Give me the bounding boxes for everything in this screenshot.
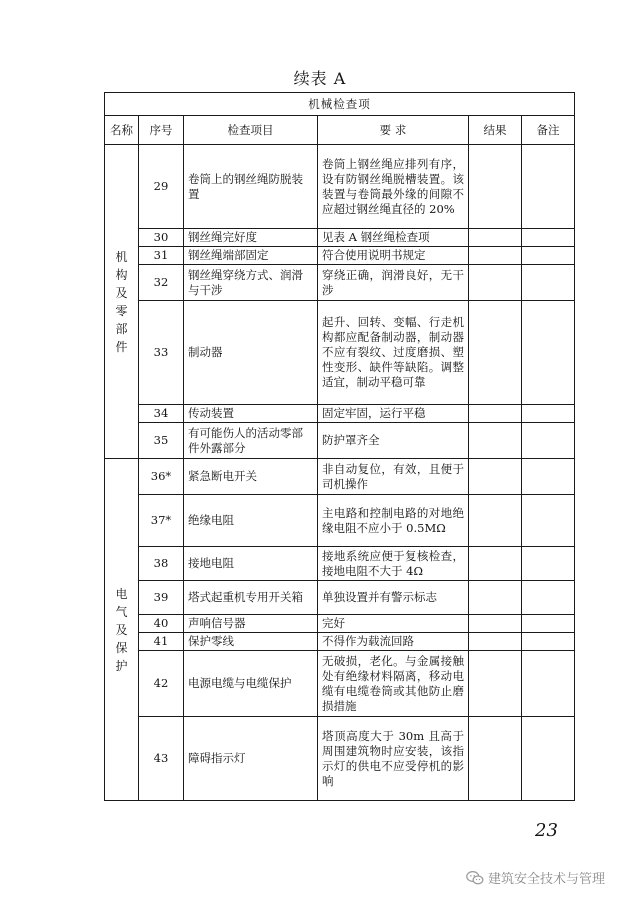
item-cell: 钢丝绳端部固定: [184, 247, 318, 265]
table-row: [105, 581, 575, 615]
requirement-cell: 接地系统应便于复核检查，接地电阻不大于 4Ω: [318, 547, 469, 581]
remark-cell[interactable]: [522, 581, 575, 615]
table-row: [105, 423, 575, 459]
inspection-table: [104, 92, 575, 801]
result-cell[interactable]: [469, 459, 522, 495]
watermark-text: 建筑安全技术与管理: [488, 872, 606, 887]
seq-cell: 41: [139, 633, 184, 651]
seq-cell: 40: [139, 615, 184, 633]
requirement-cell: 固定牢固，运行平稳: [318, 405, 469, 423]
col-header-result: 结果: [469, 116, 522, 145]
seq-cell: 34: [139, 405, 184, 423]
remark-cell[interactable]: [522, 495, 575, 547]
requirement-cell: 非自动复位，有效，且便于司机操作: [318, 459, 469, 495]
table-banner: 机械检查项: [105, 93, 575, 116]
result-cell[interactable]: [469, 405, 522, 423]
page-title: 续表 A: [293, 69, 347, 88]
remark-cell[interactable]: [522, 229, 575, 247]
table-row: [105, 145, 575, 229]
remark-cell[interactable]: [522, 459, 575, 495]
seq-cell: 43: [139, 717, 184, 801]
result-cell[interactable]: [469, 145, 522, 229]
table-row: [105, 547, 575, 581]
table-row: [105, 651, 575, 717]
item-cell: 有可能伤人的活动零部件外露部分: [184, 423, 318, 459]
result-cell[interactable]: [469, 247, 522, 265]
category-cell: [105, 459, 139, 801]
table-row: [105, 615, 575, 633]
result-cell[interactable]: [469, 581, 522, 615]
remark-cell[interactable]: [522, 547, 575, 581]
remark-cell[interactable]: [522, 717, 575, 801]
result-cell[interactable]: [469, 423, 522, 459]
seq-cell: 32: [139, 265, 184, 301]
item-cell: 钢丝绳完好度: [184, 229, 318, 247]
seq-cell: 36*: [139, 459, 184, 495]
requirement-cell: 起升、回转、变幅、行走机构都应配备制动器，制动器不应有裂纹、过度磨损、塑性变形、缺件等缺陷。调整适宜，制动平稳可靠: [318, 301, 469, 405]
seq-cell: 33: [139, 301, 184, 405]
requirement-cell: 不得作为载流回路: [318, 633, 469, 651]
remark-cell[interactable]: [522, 423, 575, 459]
col-header-requirement: 要 求: [318, 116, 469, 145]
category-cell: [105, 145, 139, 459]
table-row: [105, 229, 575, 247]
requirement-cell: 无破损，老化。与金属接触处有绝缘材料隔离，移动电缆有电缆卷筒或其他防止磨损措施: [318, 651, 469, 717]
result-cell[interactable]: [469, 301, 522, 405]
requirement-cell: 单独设置并有警示标志: [318, 581, 469, 615]
item-cell: 紧急断电开关: [184, 459, 318, 495]
category-name: 机构及零部件: [115, 249, 128, 354]
seq-cell: 29: [139, 145, 184, 229]
remark-cell[interactable]: [522, 633, 575, 651]
table-row: [105, 495, 575, 547]
result-cell[interactable]: [469, 265, 522, 301]
result-cell[interactable]: [469, 633, 522, 651]
seq-cell: 31: [139, 247, 184, 265]
seq-cell: 42: [139, 651, 184, 717]
item-cell: 声响信号器: [184, 615, 318, 633]
col-header-name: 名称: [105, 116, 139, 145]
item-cell: 接地电阻: [184, 547, 318, 581]
seq-cell: 39: [139, 581, 184, 615]
item-cell: 电源电缆与电缆保护: [184, 651, 318, 717]
requirement-cell: 塔顶高度大于 30m 且高于周围建筑物时应安装，该指示灯的供电不应受停机的影响: [318, 717, 469, 801]
table-row: [105, 265, 575, 301]
result-cell[interactable]: [469, 651, 522, 717]
result-cell[interactable]: [469, 229, 522, 247]
table-row: [105, 717, 575, 801]
item-cell: 钢丝绳穿绕方式、润滑与干涉: [184, 265, 318, 301]
seq-cell: 30: [139, 229, 184, 247]
item-cell: 塔式起重机专用开关箱: [184, 581, 318, 615]
item-cell: 保护零线: [184, 633, 318, 651]
item-cell: 制动器: [184, 301, 318, 405]
seq-cell: 35: [139, 423, 184, 459]
category-name: 电气及保护: [115, 586, 128, 673]
item-cell: 障碍指示灯: [184, 717, 318, 801]
col-header-item: 检查项目: [184, 116, 318, 145]
remark-cell[interactable]: [522, 247, 575, 265]
requirement-cell: 见表 A 钢丝绳检查项: [318, 229, 469, 247]
result-cell[interactable]: [469, 717, 522, 801]
item-cell: 传动装置: [184, 405, 318, 423]
requirement-cell: 完好: [318, 615, 469, 633]
table-row: [105, 405, 575, 423]
seq-cell: 38: [139, 547, 184, 581]
page-number: 23: [535, 820, 558, 841]
requirement-cell: 符合使用说明书规定: [318, 247, 469, 265]
item-cell: 绝缘电阻: [184, 495, 318, 547]
requirement-cell: 主电路和控制电路的对地绝缘电阻不应小于 0.5MΩ: [318, 495, 469, 547]
result-cell[interactable]: [469, 495, 522, 547]
item-cell: 卷筒上的钢丝绳防脱装置: [184, 145, 318, 229]
table-row: [105, 459, 575, 495]
remark-cell[interactable]: [522, 145, 575, 229]
table-row: [105, 301, 575, 405]
col-header-remark: 备注: [522, 116, 575, 145]
watermark: [466, 868, 605, 887]
remark-cell[interactable]: [522, 651, 575, 717]
wechat-icon: [466, 870, 484, 886]
result-cell[interactable]: [469, 547, 522, 581]
remark-cell[interactable]: [522, 405, 575, 423]
remark-cell[interactable]: [522, 301, 575, 405]
table-row: [105, 633, 575, 651]
seq-cell: 37*: [139, 495, 184, 547]
remark-cell[interactable]: [522, 615, 575, 633]
table-row: [105, 247, 575, 265]
col-header-seq: 序号: [139, 116, 184, 145]
requirement-cell: 防护罩齐全: [318, 423, 469, 459]
requirement-cell: 穿绕正确，润滑良好，无干涉: [318, 265, 469, 301]
requirement-cell: 卷筒上钢丝绳应排列有序，设有防钢丝绳脱槽装置。该装置与卷筒最外缘的间隙不应超过钢丝绳直径的 20%: [318, 145, 469, 229]
remark-cell[interactable]: [522, 265, 575, 301]
result-cell[interactable]: [469, 615, 522, 633]
